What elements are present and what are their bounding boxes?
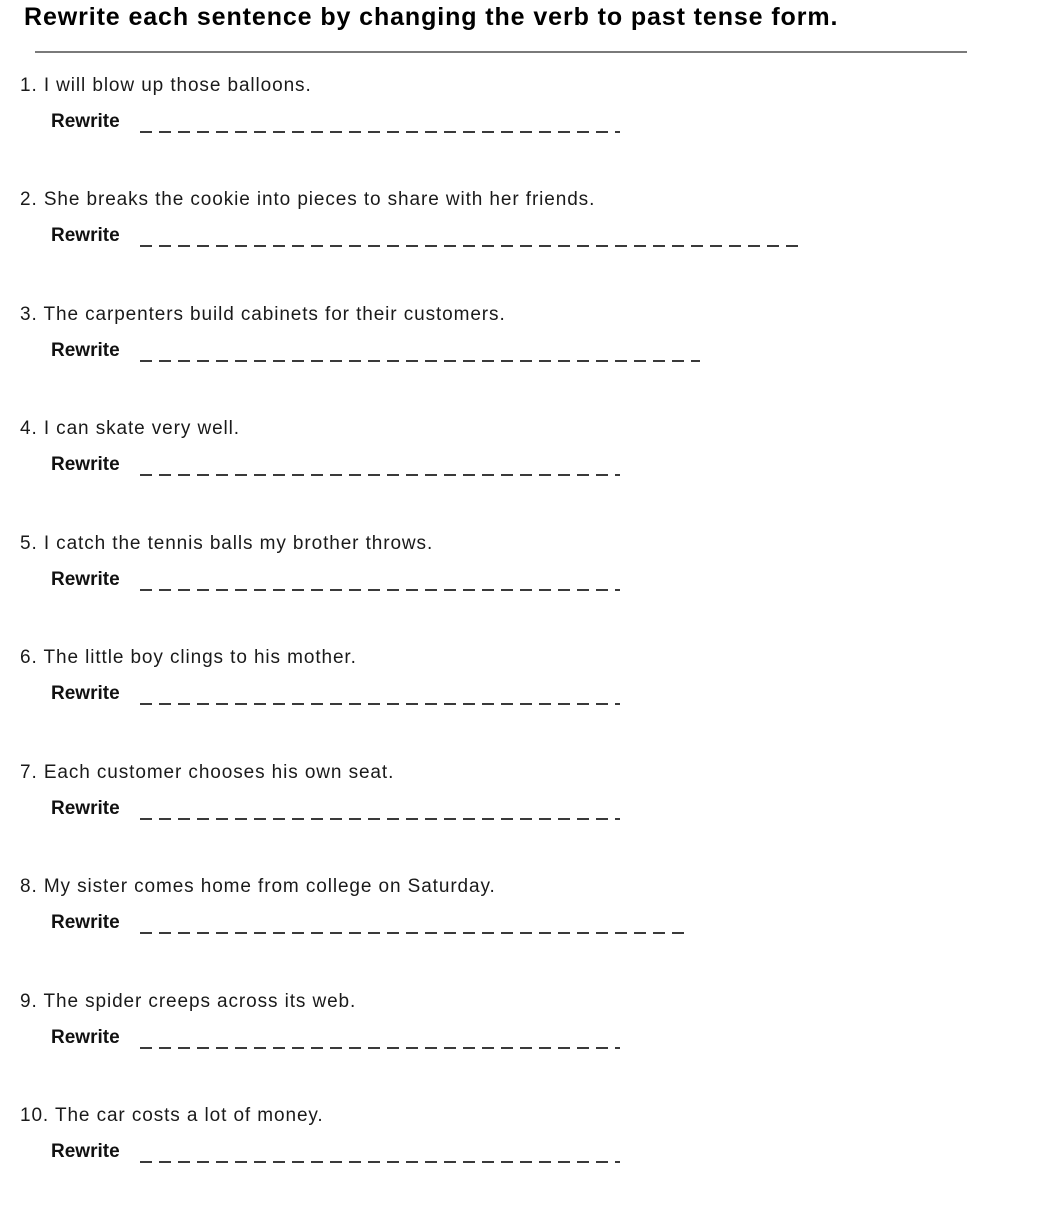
- answer-blank[interactable]: [140, 589, 620, 591]
- question-5: [0, 532, 1060, 646]
- question-1: [0, 74, 1060, 188]
- answer-blank[interactable]: [140, 131, 620, 133]
- question-8: [0, 875, 1060, 989]
- rewrite-label: Rewrite: [51, 1141, 120, 1162]
- question-10: [0, 1104, 1060, 1218]
- question-sentence: 1. I will blow up those balloons.: [20, 75, 312, 96]
- question-9: [0, 990, 1060, 1104]
- question-sentence: 7. Each customer chooses his own seat.: [20, 762, 395, 783]
- rewrite-label: Rewrite: [51, 111, 120, 132]
- rewrite-label: Rewrite: [51, 569, 120, 590]
- rewrite-label: Rewrite: [51, 798, 120, 819]
- question-sentence: 5. I catch the tennis balls my brother throws.: [20, 533, 434, 554]
- answer-blank[interactable]: [140, 703, 620, 705]
- rewrite-label: Rewrite: [51, 683, 120, 704]
- answer-blank[interactable]: [140, 932, 684, 934]
- question-sentence: 4. I can skate very well.: [20, 418, 240, 439]
- question-7: [0, 761, 1060, 875]
- rewrite-label: Rewrite: [51, 454, 120, 475]
- answer-blank[interactable]: [140, 245, 802, 247]
- page-title: Rewrite each sentence by changing the verb to past tense form.: [24, 3, 839, 31]
- answer-blank[interactable]: [140, 1161, 620, 1163]
- rewrite-label: Rewrite: [51, 340, 120, 361]
- question-4: [0, 417, 1060, 531]
- rewrite-label: Rewrite: [51, 225, 120, 246]
- question-sentence: 8. My sister comes home from college on Saturday.: [20, 876, 496, 897]
- question-sentence: 6. The little boy clings to his mother.: [20, 647, 357, 668]
- rewrite-label: Rewrite: [51, 912, 120, 933]
- question-2: [0, 188, 1060, 302]
- rewrite-label: Rewrite: [51, 1027, 120, 1048]
- answer-blank[interactable]: [140, 1047, 620, 1049]
- question-sentence: 3. The carpenters build cabinets for their customers.: [20, 304, 506, 325]
- question-sentence: 9. The spider creeps across its web.: [20, 991, 357, 1012]
- question-sentence: 2. She breaks the cookie into pieces to share with her friends.: [20, 189, 596, 210]
- question-6: [0, 646, 1060, 760]
- answer-blank[interactable]: [140, 474, 620, 476]
- answer-blank[interactable]: [140, 818, 620, 820]
- question-sentence: 10. The car costs a lot of money.: [20, 1105, 324, 1126]
- title-divider: [35, 51, 967, 53]
- question-3: [0, 303, 1060, 417]
- answer-blank[interactable]: [140, 360, 700, 362]
